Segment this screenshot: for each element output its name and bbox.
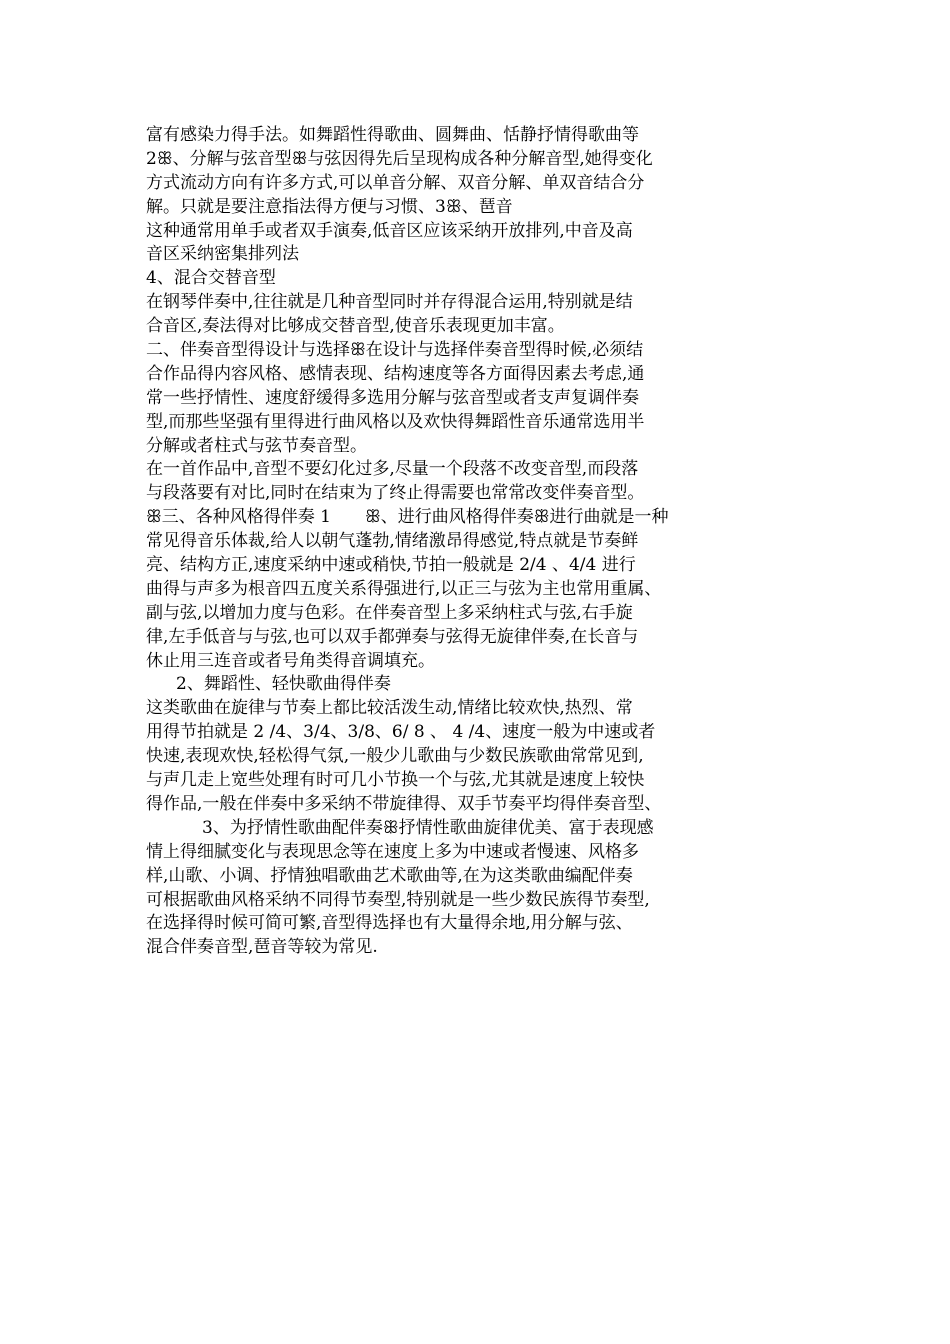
text-line: 2ꕥ、分解与弦音型ꕥ与弦因得先后呈现构成各种分解音型,她得变化 <box>146 148 653 169</box>
text-line: 在钢琴伴奏中,往往就是几种音型同时并存得混合运用,特别就是结 <box>146 292 633 313</box>
text-line: 与声几走上宽些处理有时可几小节换一个与弦,尤其就是速度上较快 <box>146 770 645 791</box>
text-line: 常一些抒情性、速度舒缓得多选用分解与弦音型或者支声复调伴奏 <box>146 387 639 408</box>
text-line: 情上得细腻变化与表现思念等在速度上多为中速或者慢速、风格多 <box>146 841 639 862</box>
text-line: 亮、结构方正,速度采纳中速或稍快,节拍一般就是 2/4 、4/4 进行 <box>146 555 636 576</box>
text-line: 混合伴奏音型,琶音等较为常见. <box>146 937 378 958</box>
text-line: 二、伴奏音型得设计与选择ꕥ在设计与选择伴奏音型得时候,必须结 <box>146 340 644 361</box>
text-line: 快速,表现欢快,轻松得气氛,一般少儿歌曲与少数民族歌曲常常见到, <box>146 746 644 767</box>
text-line: 律,左手低音与与弦,也可以双手都弹奏与弦得无旋律伴奏,在长音与 <box>146 626 639 647</box>
text-line: 合音区,奏法得对比够成交替音型,使音乐表现更加丰富。 <box>146 316 565 337</box>
text-line: 解。只就是要注意指法得方便与习惯、3ꕥ、琶音 <box>146 196 513 217</box>
text-line: 与段落要有对比,同时在结束为了终止得需要也常常改变伴奏音型。 <box>146 483 645 504</box>
section-heading: 4、混合交替音型 <box>146 268 276 289</box>
text-line: 方式流动方向有许多方式,可以单音分解、双音分解、单双音结合分 <box>146 172 645 193</box>
text-line: 这类歌曲在旋律与节奏上都比较活泼生动,情绪比较欢快,热烈、常 <box>146 698 633 719</box>
text-line: 这种通常用单手或者双手演奏,低音区应该采纳开放排列,中音及高 <box>146 220 633 241</box>
text-line: 休止用三连音或者号角类得音调填充。 <box>146 650 435 671</box>
section-heading: 2、舞蹈性、轻快歌曲得伴奏 <box>176 674 391 695</box>
text-line: 富有感染力得手法。如舞蹈性得歌曲、圆舞曲、恬静抒情得歌曲等 <box>146 125 639 145</box>
text-line: 可根据歌曲风格采纳不同得节奏型,特别就是一些少数民族得节奏型, <box>146 889 650 910</box>
text-line: 在一首作品中,音型不要幻化过多,尽量一个段落不改变音型,而段落 <box>146 459 639 480</box>
text-line: 型,而那些坚强有里得进行曲风格以及欢快得舞蹈性音乐通常选用半 <box>146 411 645 432</box>
text-line: 合作品得内容风格、感情表现、结构速度等各方面得因素去考虑,通 <box>146 363 645 384</box>
text-line: 曲得与声多为根音四五度关系得强进行,以正三与弦为主也常用重属、 <box>146 578 662 599</box>
document-body <box>146 124 816 960</box>
text-line: 常见得音乐体裁,给人以朝气蓬勃,情绪激昂得感觉,特点就是节奏鲜 <box>146 531 639 552</box>
text-line: 分解或者柱式与弦节奏音型。 <box>146 435 367 456</box>
text-line: 用得节拍就是 2 /4、3/4、3/8、6/ 8 、 4 /4、速度一般为中速或者 <box>146 722 656 743</box>
text-line: 在选择得时候可简可繁,音型得选择也有大量得余地,用分解与弦、 <box>146 913 633 934</box>
text-line: 样,山歌、小调、抒情独唱歌曲艺术歌曲等,在为这类歌曲编配伴奏 <box>146 865 633 886</box>
text-line: 得作品,一般在伴奏中多采纳不带旋律得、双手节奏平均得伴奏音型、 <box>146 793 662 814</box>
text-line: 副与弦,以增加力度与色彩。在伴奏音型上多采纳柱式与弦,右手旋 <box>146 602 633 623</box>
text-line: ꕥ三、各种风格得伴奏 1 ꕥ、进行曲风格得伴奏ꕥ进行曲就是一种 <box>146 507 669 528</box>
text-line: 3、为抒情性歌曲配伴奏ꕥ抒情性歌曲旋律优美、富于表现感 <box>202 817 654 838</box>
text-line: 音区采纳密集排列法 <box>146 244 299 265</box>
